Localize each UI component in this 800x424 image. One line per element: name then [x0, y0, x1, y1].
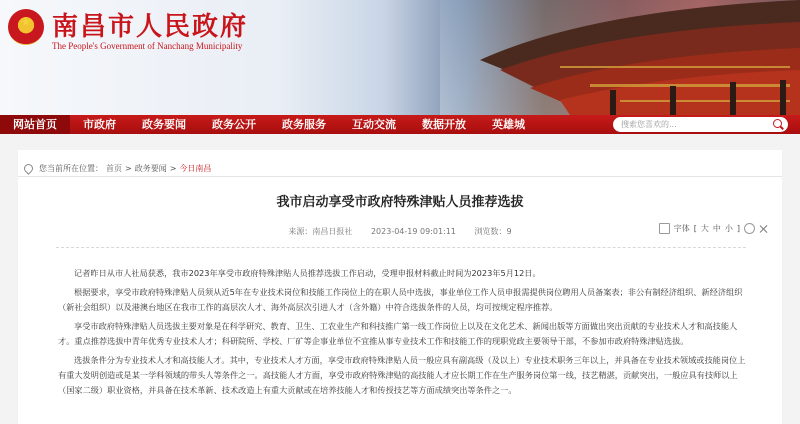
- nav-item-open-government[interactable]: 政务公开: [212, 118, 256, 131]
- breadcrumb: [24, 163, 211, 174]
- site-title: 南昌市人民政府: [52, 12, 249, 42]
- article-body: [58, 266, 748, 402]
- font-size-label: 字体: [673, 224, 690, 233]
- article-paragraph: 享受市政府特殊津贴人员选拔主要对象是在科学研究、教育、卫生、工农业生产和科技推广第一线工作岗位上以及在文化艺术、新闻出版等方面做出突出贡献的专业技术人才和高技能人才。重点推荐选拔中青年优秀专业技术人才；科研院所、学校、厂矿等企事业单位不宜推从事专业技术工作和技能工作的现职党政主要领导干部，不参加市政府特殊津贴选拔。: [58, 321, 738, 346]
- meta-divider: [56, 247, 746, 248]
- nav-item-services[interactable]: 政务服务: [282, 118, 326, 131]
- font-size-medium[interactable]: 中: [712, 224, 721, 233]
- site-subtitle: The People's Government of Nanchang Municipality: [52, 41, 243, 51]
- article-tools: 字体 [ 大 中 小 ]: [659, 223, 768, 234]
- font-size-large[interactable]: 大: [700, 224, 709, 233]
- article-paragraph: 记者昨日从市人社局获悉，我市2023年享受市政府特殊津贴人员推荐选拔工作启动，受理申报材料截止时间为2023年5月12日。: [74, 268, 541, 278]
- nav-item-city-government[interactable]: 市政府: [83, 118, 116, 131]
- nav-item-interaction[interactable]: 互动交流: [352, 118, 396, 131]
- breadcrumb-separator: >: [125, 164, 132, 173]
- nav-item-news[interactable]: 政务要闻: [142, 118, 186, 131]
- font-size-small[interactable]: 小: [724, 224, 733, 233]
- breadcrumb-news[interactable]: 政务要闻: [134, 164, 167, 173]
- article-views: 浏览数：9: [474, 227, 512, 236]
- site-banner: [0, 0, 800, 115]
- national-emblem-icon: [8, 9, 44, 45]
- article-paragraph: 选拔条件分为专业技术人才和高技能人才。其中，专业技术人才方面，享受市政府特殊津贴人员一般应具有副高级（及以上）专业技术职务三年以上，并具备在专业技术领域或技能岗位上有重大发明创造或是某一学科领域的带头人等条件之一。高技能人才方面，享受市政府特殊津贴的高技能人才应长期工作在生产服务岗位第一线，技艺精湛，贡献突出，一般应具有技师以上（国家二级）职业资格，并具备在技术革新、技术改造上有重大贡献或在培养技能人才和传授技艺等方面成绩突出等条件之一。: [58, 355, 746, 395]
- search-input[interactable]: 搜索您喜欢的...: [621, 120, 677, 129]
- nav-item-hero-city[interactable]: 英雄城: [492, 118, 525, 131]
- article-paragraph: 根据要求，享受市政府特殊津贴人员须从近5年在专业技术岗位和技能工作岗位上的在职人员中选拔，事业单位工作人员申报需提供岗位聘用人员备案表；非公有制经济组织、新经济组织（新社会组织）以及港澳台地区在我市工作的高层次人才、海外高层次引进人才（含外籍）中符合选拔条件的人员，均可按规定程序推荐。: [58, 287, 743, 312]
- breadcrumb-current[interactable]: 今日南昌: [179, 164, 212, 173]
- breadcrumb-prefix: 您当前所在位置：: [39, 164, 103, 173]
- nav-item-home[interactable]: 网站首页: [0, 115, 70, 134]
- article-title: 我市启动享受市政府特殊津贴人员推荐选拔: [276, 195, 524, 210]
- article-date: 2023-04-19 09:01:11: [370, 227, 456, 236]
- breadcrumb-home[interactable]: 首页: [106, 164, 122, 173]
- search-icon[interactable]: [773, 119, 782, 128]
- breadcrumb-separator: >: [169, 164, 177, 173]
- location-pin-icon: [22, 162, 35, 175]
- print-icon[interactable]: [659, 223, 670, 234]
- divider: [18, 176, 782, 177]
- close-icon[interactable]: [759, 224, 768, 233]
- share-icon[interactable]: [744, 223, 755, 234]
- search-box[interactable]: [613, 117, 788, 132]
- nav-item-open-data[interactable]: 数据开放: [422, 118, 466, 131]
- article-source: 来源：南昌日报社: [288, 227, 353, 236]
- pavilion-roof-image: [440, 0, 800, 115]
